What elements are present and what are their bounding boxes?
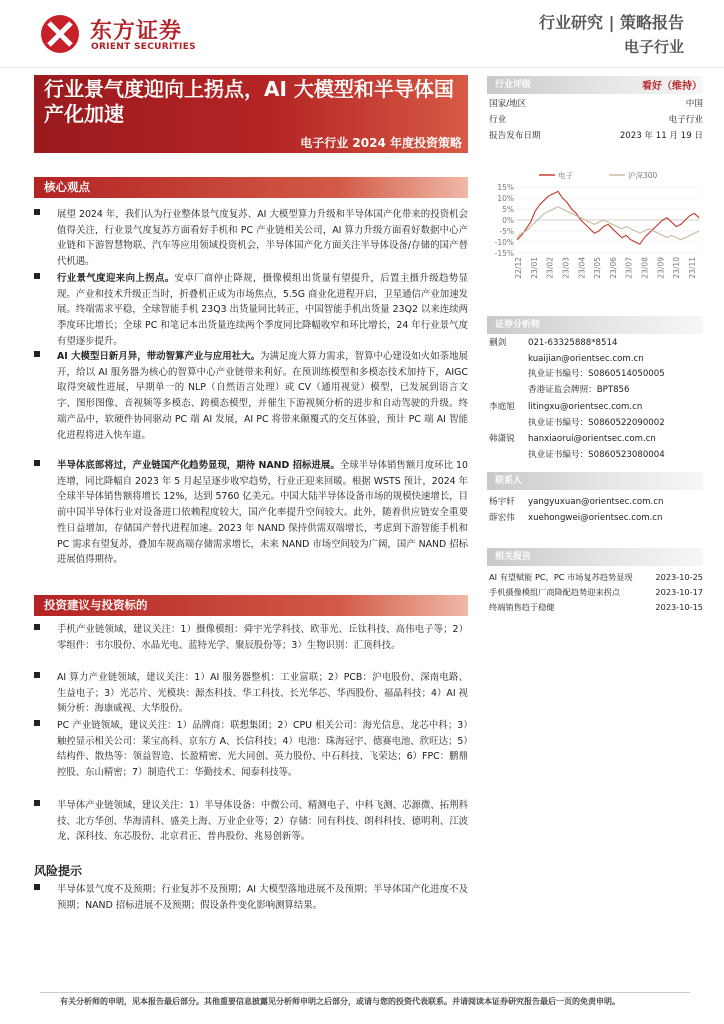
footer-disclaimer: 有关分析师的申明，见本报告最后部分。其他重要信息披露见分析师申明之后部分，或请与您的投资代表联系。并请阅读本证券研究报告最后一页的免责申明。 <box>60 997 620 1006</box>
rating-label: 行业评级 <box>495 80 532 90</box>
bullet-dot <box>34 720 40 726</box>
bullet-dot <box>34 460 40 466</box>
bullet-text: 半导体产业链领域，建议关注：1）半导体设备：中微公司、精测电子、中科飞测、芯源微、拓荆科技、北方华创、华海清科、盛美上海、万业企业等；2）存储：同有科技、朗科科技、德明利、江波龙、深科技、东芯股份、北京君正、普冉股份、兆易创新等。 <box>57 800 468 843</box>
chart-x-tick-label: 23/02 <box>545 257 555 279</box>
analyst-name: 韩潇锐 <box>489 434 515 444</box>
chart-x-ticks <box>514 257 697 279</box>
related-date: 2023-10-25 <box>655 572 703 582</box>
related-date: 2023-10-15 <box>655 602 703 612</box>
header-divider <box>0 67 724 68</box>
info-value: 电子行业 <box>668 115 703 125</box>
risk-heading: 风险提示 <box>34 864 83 878</box>
info-value: 2023 年 11 月 19 日 <box>619 131 703 141</box>
analyst-heading: 证券分析师 <box>495 320 541 330</box>
chart-x-tick-label: 23/04 <box>577 257 587 279</box>
chart-x-tick-label: 23/11 <box>688 257 697 279</box>
chart-x-tick-label: 23/05 <box>593 257 603 279</box>
chart-series-line <box>517 207 699 240</box>
info-key: 报告发布日期 <box>489 131 541 141</box>
bullet-text: PC 产业链领域，建议关注：1）品牌商：联想集团；2）CPU 相关公司：海光信息、龙芯中科；3）触控显示相关公司：莱宝高科、京东方 A、长信科技；4）电池：珠海冠宇、德赛电池、欣旺达；5）结构件、散热等：领益智造、长盈精密、光大同创、英力股份、中石科技、飞荣达；6）FPC：鹏鼎控股、东山精密；7）制造代工：华勤技术、闻泰科技等。 <box>57 720 468 779</box>
orient-logo-icon <box>40 14 80 54</box>
chart-y-tick-label: -15% <box>494 249 514 258</box>
core-section-header <box>34 177 468 198</box>
chart-series-line <box>517 191 699 244</box>
analyst-license: 执业证书编号：S0860522090002 <box>528 417 665 428</box>
bullet-text: 全球半导体销售额月度环比 10 连增，同比降幅自 2023 年 5 月起呈逐步收窄趋势，行业正迎来回暖。根据 WSTS 预计，2024 年全球半导体销售额将增长 12%，达到 5760 亿美元。中国大陆半导体设备市场的规模快速增长，目前中国半导体行业对设备进口依赖程度较大，国产化率提升空间较大。此外，随着供应链安全重要性日益增加，存储国产替代进程加速。2023 年 NAND 保持供需双端增长，考虑到下游智能手机和 PC 需求有望复苏，叠加车规高端存储需求增长，未来 NAND 市场空间较为广阔，国产 NAND 招标进展值得期待。 <box>57 460 468 566</box>
info-row <box>487 112 703 128</box>
chart-x-tick-label: 23/09 <box>656 257 666 279</box>
analyst-name: 李庭旭 <box>489 402 515 412</box>
info-row <box>487 96 703 112</box>
chart-legend-label: 沪深300 <box>628 171 658 180</box>
contact-name: 杨宇轩 <box>489 497 515 507</box>
related-heading: 相关报告 <box>495 552 532 562</box>
analyst-details <box>528 432 665 463</box>
bullet-dot <box>34 209 40 215</box>
chart-series <box>517 191 699 244</box>
footer-divider <box>40 992 690 993</box>
chart-y-ticks <box>495 183 514 258</box>
risk-bullet <box>34 882 468 913</box>
info-key: 国家/地区 <box>489 99 527 109</box>
analyst-email[interactable]: hanxiaorui@orientsec.com.cn <box>528 434 656 444</box>
bullet-dot <box>34 672 40 678</box>
bullet-text: 手机产业链领域，建议关注：1）摄像模组：舜宇光学科技、欧菲光、丘钛科技、高伟电子等；2）零组件：韦尔股份、水晶光电、蓝特光学、聚辰股份等；3）生物识别：汇顶科技。 <box>57 624 468 651</box>
analyst-details <box>528 336 665 398</box>
contact-heading: 联系人 <box>495 476 523 486</box>
invest-bullet <box>34 718 468 781</box>
contact-header <box>487 472 703 490</box>
info-row <box>487 128 703 144</box>
core-bullet <box>34 458 468 568</box>
core-bullet <box>34 207 468 270</box>
chart-x-tick-label: 23/07 <box>624 257 634 279</box>
chart-y-tick-label: 15% <box>497 183 514 192</box>
analyst-email[interactable]: litingxu@orientsec.com.cn <box>528 402 643 412</box>
chart-x-tick-label: 23/03 <box>561 257 571 279</box>
performance-chart <box>487 165 707 300</box>
invest-bullet <box>34 798 468 845</box>
bullet-text: 安卓厂商停止降规，摄像模组出货量有望提升，后置主摄升级趋势显现。产业和技术升级正当时，折叠机正成为市场焦点，5.5G 商业化进程开启，卫星通信产业加速发展。终端需求平稳，全球智能手机 23Q3 出货量同比转正，中国智能手机出货量 23Q2 以来连续两季度环比增长；全球 PC 和笔记本出货量连续两个季度同比降幅收窄和环比增长，24 年行业景气度有望逐步提升。 <box>57 273 468 347</box>
report-type: 行业研究 | 策略报告 <box>539 13 684 32</box>
logo-text-cn: 东方证券 <box>90 19 183 44</box>
info-value: 中国 <box>685 99 703 109</box>
chart-x-tick-label: 22/12 <box>514 257 523 279</box>
analyst-license: 执业证书编号：S0860523080004 <box>528 449 665 460</box>
bullet-dot <box>34 624 40 630</box>
bullet-text: 为满足庞大算力需求，智算中心建设如火如荼地展开，给以 AI 服务器为核心的智算中心产业链带来利好。在预训练模型和多模态技术加持下，AIGC 取得突破性进展，早期单一的 NLP（自然语言处理）或 CV（通用视觉）模型，已发展到语言文字、图形图像、音视频等多模态、跨模态模型，并催生下游视频分析的进步和自动驾驶的升级。终端产品中，软硬件协同驱动 PC 端 AI 发展，AI PC 将带来颠覆式的交互体验，预计 PC 端 AI 智能化进程将进入快车道。 <box>57 351 468 441</box>
core-bullet <box>34 271 468 350</box>
chart-y-tick-label: -5% <box>499 227 514 236</box>
contact-email[interactable]: yangyuxuan@orientsec.com.cn <box>528 497 664 507</box>
analyst-name: 蒯剑 <box>489 338 507 348</box>
core-heading: 核心观点 <box>44 180 90 194</box>
chart-x-tick-label: 23/06 <box>608 257 618 279</box>
related-report[interactable] <box>489 585 703 600</box>
chart-x-tick-label: 23/08 <box>640 257 650 279</box>
chart-y-tick-label: 5% <box>502 205 514 214</box>
analyst-header <box>487 316 703 334</box>
chart-y-tick-label: 10% <box>497 194 514 203</box>
bullet-bold: 半导体底部将过，产业链国产化趋势显现，期待 NAND 招标进展。 <box>57 460 340 471</box>
contact-name: 薛宏伟 <box>489 513 515 523</box>
chart-grid <box>517 187 699 253</box>
bullet-text: AI 算力产业链领域，建议关注：1）AI 服务器整机：工业富联；2）PCB：沪电股份、深南电路、生益电子；3）光芯片、光模块：源杰科技、华工科技、长光华芯、华西股份、福晶科技；4）AI 视频分析：海康威视、大华股份。 <box>57 672 468 715</box>
chart-y-tick-label: -10% <box>494 238 514 247</box>
bullet-bold: AI 大模型日新月异，带动智算产业与应用社大。 <box>57 351 261 362</box>
related-report[interactable] <box>489 600 703 615</box>
logo-text-en: ORIENT SECURITIES <box>91 42 196 52</box>
chart-x-tick-label: 23/10 <box>672 257 682 279</box>
bullet-text: 展望 2024 年，我们认为行业整体景气度复苏、AI 大模型算力升级和半导体国产化带来的投资机会值得关注，行业景气度复苏方面看好手机和 PC 产业链相关公司，AI 算力升级方面看好数据中心产业链和下游智慧物联、汽车等应用领域投资机会，半导体国产化方面关注半导体设备/存储的国产替代机遇。 <box>57 209 468 268</box>
report-title: 行业景气度迎向上拐点，AI 大模型和半导体国产化加速 <box>44 77 454 126</box>
invest-bullet <box>34 622 468 653</box>
bullet-dot <box>34 884 40 890</box>
bullet-text: 半导体景气度不及预期；行业复苏不及预期；AI 大模型落地进展不及预期；半导体国产化进度不及预期；NAND 招标进展不及预期；假设条件变化影响测算结果。 <box>57 884 468 911</box>
industry-tag: 电子行业 <box>623 38 684 56</box>
analyst-phone: 021-63325888*8514 <box>528 338 618 348</box>
contact-email[interactable]: xuehongwei@orientsec.com.cn <box>528 513 663 523</box>
core-bullet <box>34 349 468 443</box>
chart-legend <box>539 170 658 180</box>
chart-y-tick-label: 0% <box>502 216 514 225</box>
invest-bullet <box>34 670 468 717</box>
related-title[interactable]: 终端销售趋于稳健 <box>489 602 555 612</box>
bullet-dot <box>34 800 40 806</box>
report-subtitle: 电子行业 2024 年度投资策略 <box>300 136 462 150</box>
bullet-bold: 行业景气度迎来向上拐点。 <box>57 273 175 284</box>
analyst-details <box>528 400 665 431</box>
analyst-license: 执业证书编号：S0860514050005 <box>528 369 665 379</box>
invest-heading: 投资建议与投资标的 <box>44 598 148 612</box>
bullet-dot <box>34 273 40 279</box>
invest-section-header <box>34 595 468 616</box>
related-date: 2023-10-17 <box>655 587 703 597</box>
related-header <box>487 548 703 566</box>
related-report[interactable] <box>489 570 703 585</box>
info-key: 行业 <box>489 115 507 125</box>
analyst-hk-license: 香港证监会牌照：BPT856 <box>528 384 630 395</box>
related-title[interactable]: AI 有望赋能 PC，PC 市场复苏趋势显现 <box>489 572 633 582</box>
bullet-dot <box>34 351 40 357</box>
rating-value: 看好（维持） <box>642 81 702 92</box>
related-title[interactable]: 手机摄像模组厂商降配趋势迎来拐点 <box>489 587 621 597</box>
chart-x-tick-label: 23/01 <box>529 257 539 279</box>
chart-legend-label: 电子 <box>558 171 573 180</box>
analyst-email[interactable]: kuaijian@orientsec.com.cn <box>528 353 644 364</box>
